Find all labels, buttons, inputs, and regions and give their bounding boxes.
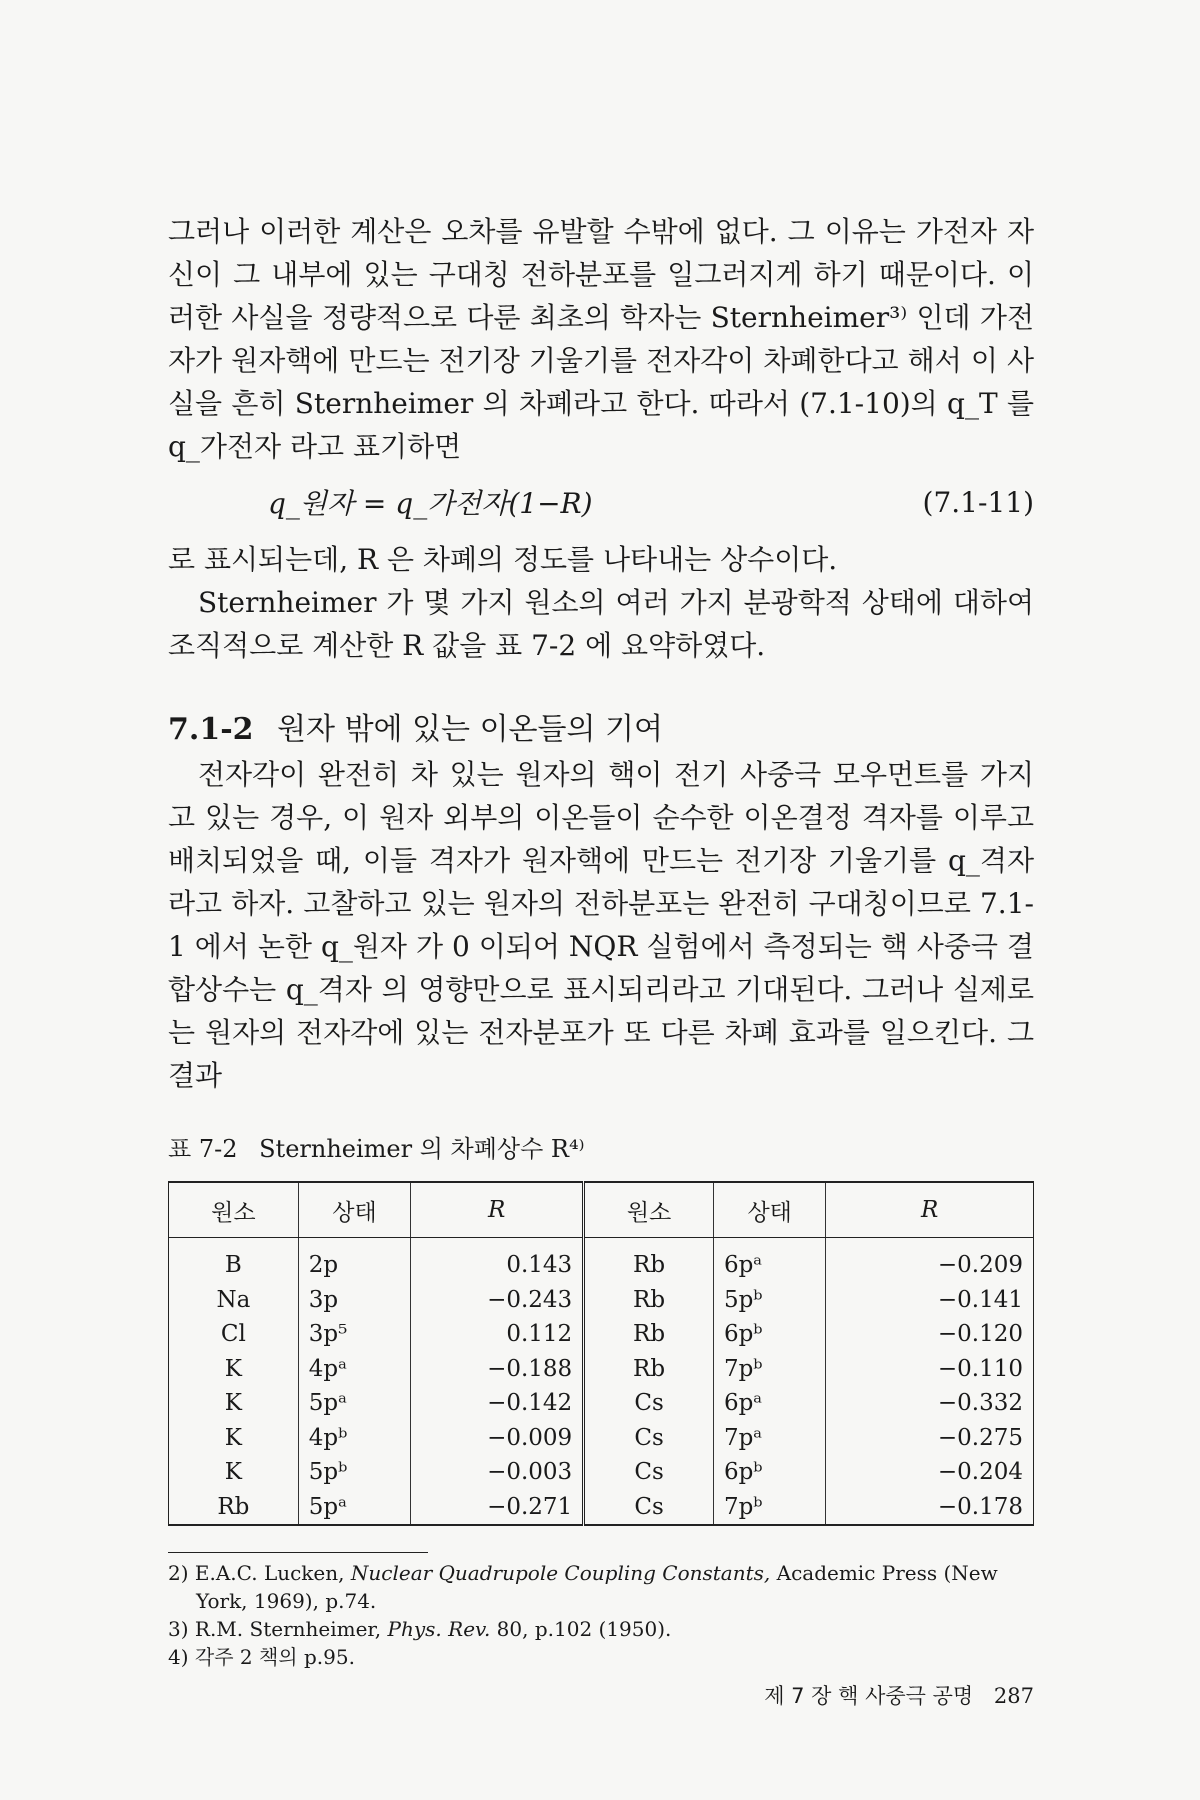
cell-r-value: −0.271 (411, 1490, 584, 1526)
footnotes (168, 1559, 1034, 1671)
table-label: 표 7-2 (168, 1135, 238, 1163)
cell-state: 7pᵃ (713, 1421, 825, 1456)
chapter-running-title: 제 7 장 핵 사중극 공명 (764, 1684, 974, 1708)
header-r-2: R (826, 1182, 1034, 1238)
section-number: 7.1-2 (168, 712, 254, 747)
section-heading (168, 707, 1034, 753)
cell-r-value: −0.275 (826, 1421, 1034, 1456)
cell-r-value: −0.243 (411, 1283, 584, 1318)
table-caption-text: Sternheimer 의 차폐상수 R⁴⁾ (259, 1135, 585, 1163)
footnote-3-citation: 80, p.102 (1950). (490, 1617, 672, 1641)
header-state-1: 상태 (298, 1182, 410, 1238)
cell-state: 7pᵇ (713, 1352, 825, 1387)
cell-r-value: 0.143 (411, 1238, 584, 1283)
footnote-2-authors: 2) E.A.C. Lucken, (168, 1561, 351, 1585)
cell-state: 5pᵇ (713, 1283, 825, 1318)
cell-element: Cs (584, 1490, 714, 1526)
footnote-3 (168, 1615, 1034, 1643)
cell-element: K (169, 1386, 299, 1421)
cell-state: 6pᵇ (713, 1317, 825, 1352)
page-number: 287 (993, 1684, 1034, 1708)
table-row (169, 1238, 1034, 1283)
cell-state: 3p⁵ (298, 1317, 410, 1352)
cell-r-value: −0.332 (826, 1386, 1034, 1421)
cell-state: 5pᵇ (298, 1455, 410, 1490)
table-row (169, 1386, 1034, 1421)
cell-state: 6pᵇ (713, 1455, 825, 1490)
cell-r-value: −0.142 (411, 1386, 584, 1421)
cell-state: 2p (298, 1238, 410, 1283)
cell-element: Cs (584, 1386, 714, 1421)
table-caption (168, 1131, 1034, 1167)
paragraph-sternheimer-intro: 그러나 이러한 계산은 오차를 유발할 수밖에 없다. 그 이유는 가전자 자신이 그 내부에 있는 구대칭 전하분포를 일그러지게 하기 때문이다. 이러한 사실을 정량적으로 다룬 최초의 학자는 Sternheimer³⁾ 인데 가전자가 원자핵에 만드는 전기장 기울기를 전자각이 차폐한다고 해서 이 사실을 흔히 Sternheimer 의 차폐라고 한다. 따라서 (7.1-10)의 q_T 를 q_가전자 라고 표기하면 (168, 215, 1034, 463)
cell-state: 7pᵇ (713, 1490, 825, 1526)
footnote-3-journal: Phys. Rev. (387, 1617, 491, 1641)
equation-expression: q_원자 = q_가전자(1−R) (268, 487, 593, 520)
cell-element: B (169, 1238, 299, 1283)
paragraph-table-reference: Sternheimer 가 몇 가지 원소의 여러 가지 분광학적 상태에 대하여 조직적으로 계산한 R 값을 표 7-2 에 요약하였다. (168, 586, 1034, 662)
table-row (169, 1283, 1034, 1318)
cell-r-value: −0.110 (826, 1352, 1034, 1387)
cell-element: Rb (584, 1352, 714, 1387)
cell-element: Cs (584, 1455, 714, 1490)
footnote-2-title: Nuclear Quadrupole Coupling Constants, (350, 1561, 771, 1585)
page-footer (640, 1680, 1034, 1710)
table-row (169, 1317, 1034, 1352)
cell-state: 3p (298, 1283, 410, 1318)
page-content (168, 210, 1034, 1671)
cell-element: Rb (584, 1238, 714, 1283)
cell-r-value: −0.204 (826, 1455, 1034, 1490)
table-row (169, 1455, 1034, 1490)
cell-state: 6pᵃ (713, 1386, 825, 1421)
section-title: 원자 밖에 있는 이온들의 기여 (277, 712, 663, 747)
header-element-1: 원소 (169, 1182, 299, 1238)
table-row (169, 1352, 1034, 1387)
header-state-2: 상태 (713, 1182, 825, 1238)
cell-r-value: −0.141 (826, 1283, 1034, 1318)
cell-element: Cl (169, 1317, 299, 1352)
cell-element: K (169, 1455, 299, 1490)
cell-element: K (169, 1352, 299, 1387)
table-row (169, 1421, 1034, 1456)
cell-r-value: −0.120 (826, 1317, 1034, 1352)
cell-r-value: −0.003 (411, 1455, 584, 1490)
cell-r-value: −0.178 (826, 1490, 1034, 1526)
cell-element: Rb (584, 1317, 714, 1352)
cell-element: Na (169, 1283, 299, 1318)
cell-element: Rb (169, 1490, 299, 1526)
sternheimer-table (168, 1181, 1034, 1526)
cell-state: 6pᵃ (713, 1238, 825, 1283)
paragraph-r-definition: 로 표시되는데, R 은 차폐의 정도를 나타내는 상수이다. (168, 543, 838, 576)
cell-r-value: −0.209 (826, 1238, 1034, 1283)
cell-element: K (169, 1421, 299, 1456)
cell-r-value: −0.009 (411, 1421, 584, 1456)
footnote-2-publisher: Academic Press (New York, 1969), p.74. (196, 1561, 998, 1613)
equation-7-1-11 (168, 476, 1034, 528)
paragraph-lattice-contribution: 전자각이 완전히 차 있는 원자의 핵이 전기 사중극 모우먼트를 가지고 있는 경우, 이 원자 외부의 이온들이 순수한 이온결정 격자를 이루고 배치되었을 때, 이들 격자가 원자핵에 만드는 전기장 기울기를 q_격자 라고 하자. 고찰하고 있는 원자의 전하분포는 완전히 구대칭이므로 7.1-1 에서 논한 q_원자 가 0 이되어 NQR 실험에서 측정되는 핵 사중극 결합상수는 q_격자 의 영향만으로 표시되리라고 기대된다. 그러나 실제로는 원자의 전자각에 있는 전자분포가 또 다른 차폐 효과를 일으킨다. 그 결과 (168, 758, 1034, 1092)
cell-state: 5pᵃ (298, 1490, 410, 1526)
cell-element: Rb (584, 1283, 714, 1318)
header-element-2: 원소 (584, 1182, 714, 1238)
equation-number: (7.1-11) (922, 485, 1034, 519)
table-header-row (169, 1182, 1034, 1238)
cell-state: 4pᵃ (298, 1352, 410, 1387)
cell-state: 4pᵇ (298, 1421, 410, 1456)
cell-r-value: 0.112 (411, 1317, 584, 1352)
footnote-4: 4) 각주 2 책의 p.95. (168, 1645, 355, 1669)
table-row (169, 1490, 1034, 1526)
cell-element: Cs (584, 1421, 714, 1456)
cell-r-value: −0.188 (411, 1352, 584, 1387)
cell-state: 5pᵃ (298, 1386, 410, 1421)
footnote-2 (168, 1559, 1034, 1615)
header-r-1: R (411, 1182, 584, 1238)
footnote-3-authors: 3) R.M. Sternheimer, (168, 1617, 388, 1641)
footnote-divider (168, 1552, 428, 1553)
